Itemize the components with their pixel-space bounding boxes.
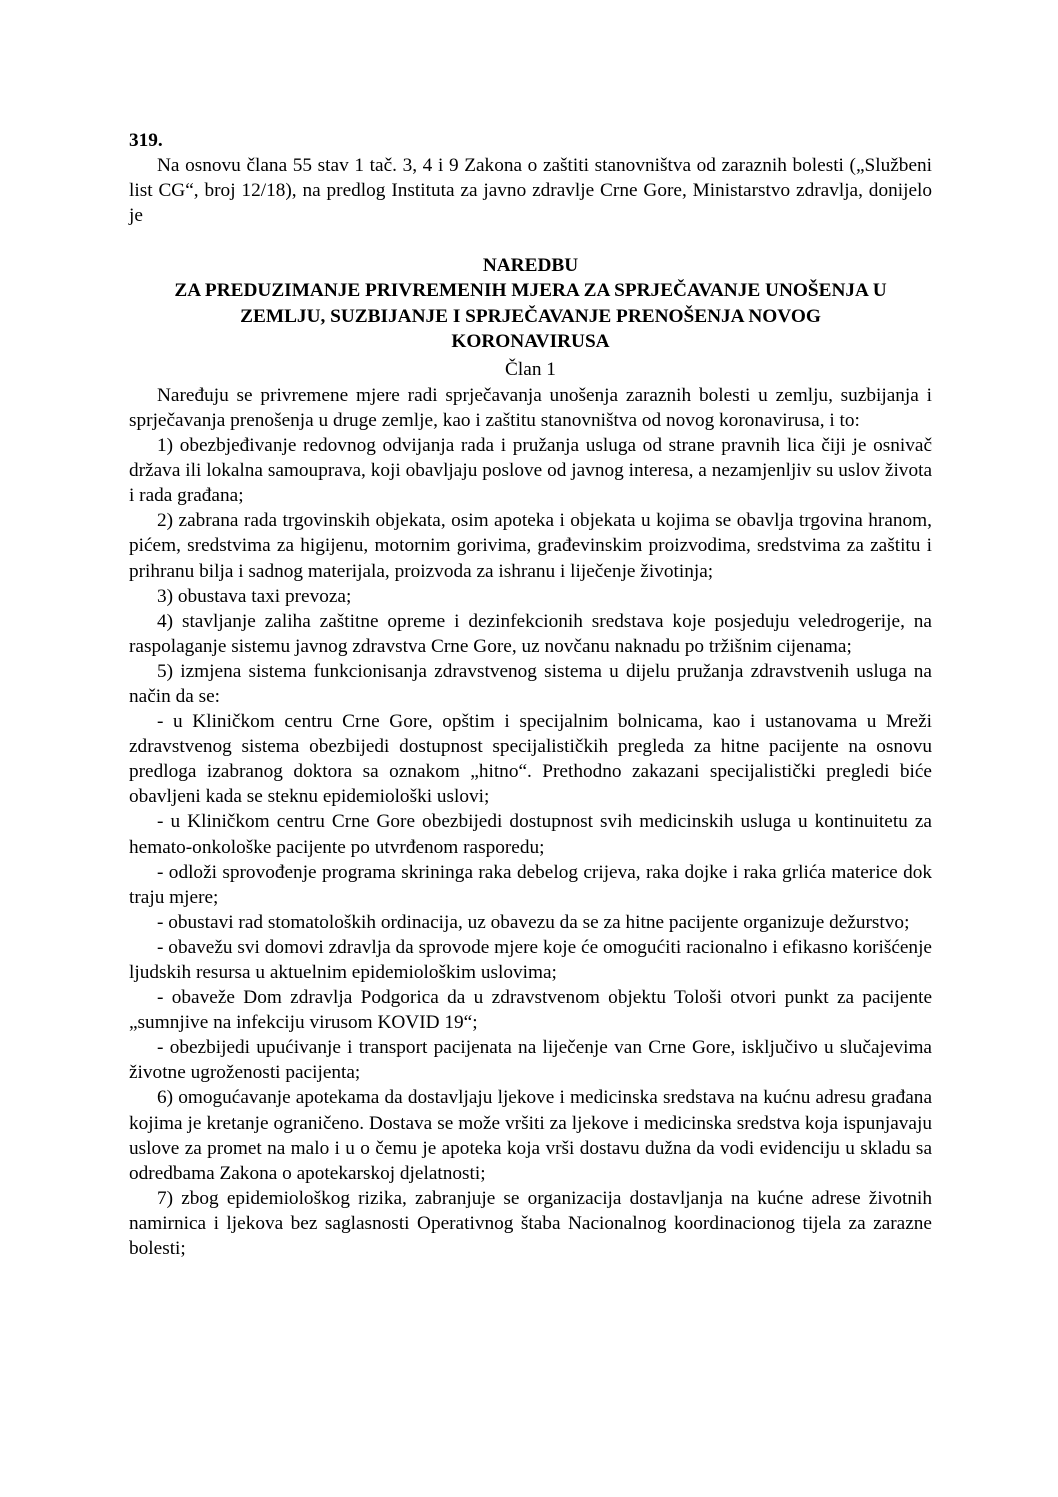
list-item-paragraph: 2) zabrana rada trgovinskih objekata, osim apoteka i objekata u kojima se obavlja trgovina hranom, pićem, sredstvima za higijenu, motornim gorivima, građevinskim proizvodima, sredstvima za zaštitu i prihranu bilja i sadnog materijala, proizvoda za ishranu i liječenje životinja; bbox=[129, 510, 932, 582]
sub-item-paragraph: - u Kliničkom centru Crne Gore, opštim i specijalnim bolnicama, kao i ustanovama u Mreži zdravstvenog sistema obezbijedi dostupnost specijalističkih pregleda za hitne pacijente na osnovu predloga izabranog doktora sa oznakom „hitno“. Prethodno zakazani specijalistički pregledi biće obavljeni kada se steknu epidemiološki uslovi; bbox=[129, 711, 932, 808]
list-item-paragraph: 5) izmjena sistema funkcionisanja zdravstvenog sistema u dijelu pružanja zdravstvenih usluga na način da se: bbox=[129, 660, 932, 707]
document-title bbox=[129, 253, 932, 353]
preamble-paragraph: Na osnovu člana 55 stav 1 tač. 3, 4 i 9 Zakona o zaštiti stanovništva od zaraznih bolesti („Službeni list CG“, broj 12/18), na predlog Instituta za javno zdravlje Crne Gore, Ministarstvo zdravlja, donijelo je bbox=[129, 155, 932, 227]
sub-item-paragraph: - u Kliničkom centru Crne Gore obezbijedi dostupnost svih medicinskih usluga u kontinuitetu za hemato-onkološke pacijente po utvrđenom rasporedu; bbox=[129, 811, 932, 858]
list-item-paragraph: 7) zbog epidemiološkog rizika, zabranjuje se organizacija dostavljanja na kućne adrese životnih namirnica i ljekova bez saglasnosti Operativnog štaba Nacionalnog koordinacionog tijela za zarazne bolesti; bbox=[129, 1187, 932, 1260]
sub-item-paragraph: - obustavi rad stomatoloških ordinacija, uz obavezu da se za hitne pacijente organizuje dežurstvo; bbox=[157, 911, 910, 933]
list-item-paragraph: 4) stavljanje zaliha zaštitne opreme i dezinfekcionih sredstava koje posjeduju veledrogerije, na raspolaganje sistemu javnog zdravstva Crne Gore, uz novčanu naknadu po tržišnim cijenama; bbox=[129, 610, 932, 657]
sub-item-paragraph: - obavežu svi domovi zdravlja da sprovode mjere koje će omogućiti racionalno i efikasno korišćenje ljudskih resursa u aktuelnim epidemiološkim uslovima; bbox=[129, 936, 932, 983]
list-item-paragraph: 6) omogućavanje apotekama da dostavljaju ljekove i medicinska sredstava na kućnu adresu građana kojima je kretanje ograničeno. Dostava se može vršiti za ljekove i medicinska sredstva koja ispunjavaju uslove za promet na malo i u o čemu je apoteka koja vrši dostavu dužna da vodi evidenciju u skladu sa odredbama Zakona o apotekarskoj djelatnosti; bbox=[129, 1087, 932, 1184]
article-intro-paragraph: Naređuju se privremene mjere radi sprječavanja unošenja zaraznih bolesti u zemlju, suzbijanja i sprječavanja prenošenja u druge zemlje, kao i zaštitu stanovništva od novog koronavirusa, i to: bbox=[129, 384, 932, 431]
document-number: 319. bbox=[129, 130, 163, 151]
sub-item-paragraph: - odloži sprovođenje programa skrininga raka debelog crijeva, raka dojke i raka grlića materice dok traju mjere; bbox=[129, 861, 932, 908]
title-line: KORONAVIRUSA bbox=[451, 330, 610, 352]
list-item-paragraph: 1) obezbjeđivanje redovnog odvijanja rada i pružanja usluga od strane pravnih lica čiji je osnivač država ili lokalna samouprava, koji obavljaju poslove od javnog interesa, a nezamjenljiv su uslov života i rada građana; bbox=[129, 435, 932, 507]
document-page bbox=[129, 128, 932, 1261]
sub-item-paragraph: - obezbijedi upućivanje i transport pacijenata na liječenje van Crne Gore, isključivo u slučajevima životne ugroženosti pacijenta; bbox=[129, 1037, 932, 1084]
title-line: ZEMLJU, SUZBIJANJE I SPRJEČAVANJE PRENOŠENJA NOVOG bbox=[240, 305, 821, 327]
title-line: NAREDBU bbox=[482, 255, 579, 277]
title-line: ZA PREDUZIMANJE PRIVREMENIH MJERA ZA SPRJEČAVANJE UNOŠENJA U bbox=[174, 280, 887, 302]
list-item-paragraph: 3) obustava taxi prevoza; bbox=[157, 585, 352, 607]
sub-item-paragraph: - obaveže Dom zdravlja Podgorica da u zdravstvenom objektu Tološi otvori punkt za pacijente „sumnjive na infekciju virusom KOVID 19“; bbox=[129, 987, 932, 1034]
article-heading: Član 1 bbox=[505, 358, 556, 380]
